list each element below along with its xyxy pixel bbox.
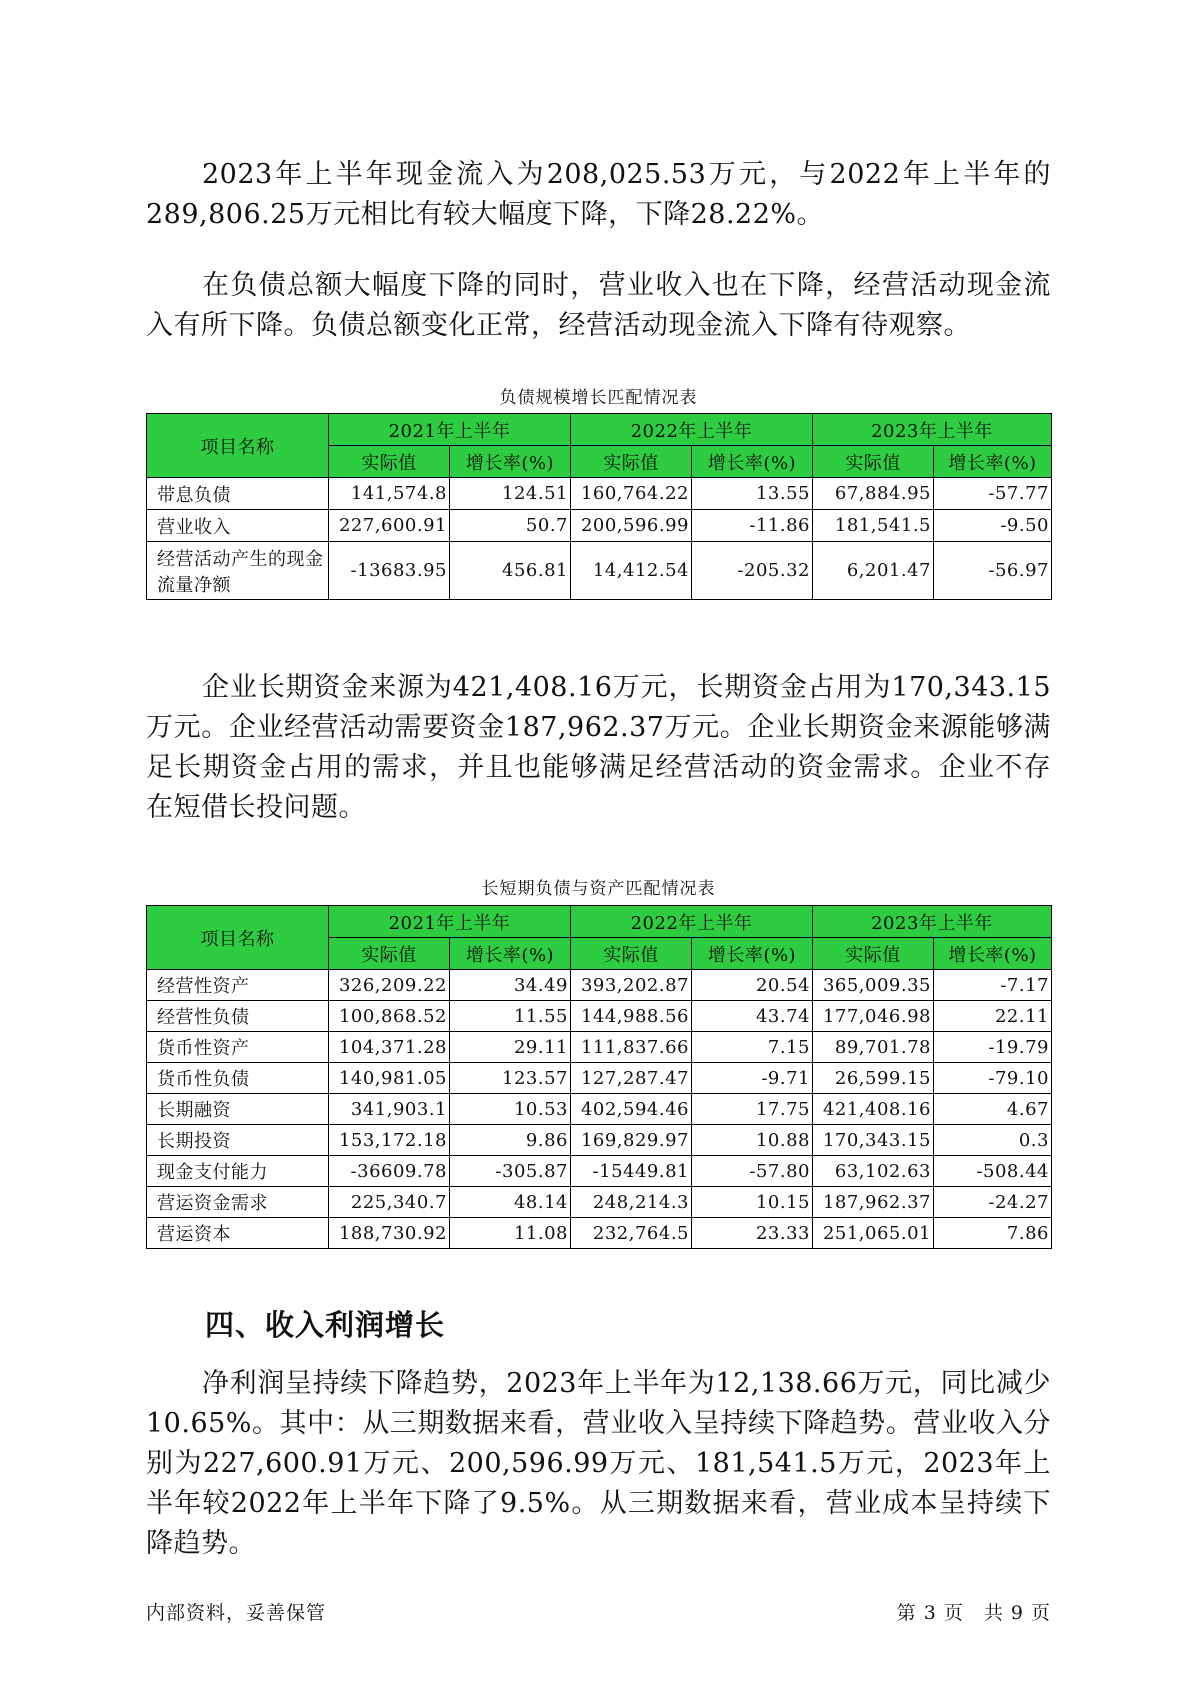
cell-actual-value: 153,172.18 <box>329 1125 450 1156</box>
header-growth: 增长率(%) <box>934 938 1052 970</box>
cell-growth-rate: -9.50 <box>934 510 1052 542</box>
paragraph-long-term-funds: 企业长期资金来源为421,408.16万元，长期资金占用为170,343.15万元。企业经营活动需要资金187,962.37万元。企业长期资金来源能够满足长期资金占用的需求，并且也能够满足经营活动的资金需求。企业不存在短借长投问题。 <box>146 672 1051 823</box>
row-label: 营业收入 <box>147 510 329 542</box>
cell-actual-value: 89,701.78 <box>813 1032 934 1063</box>
cell-actual-value: 144,988.56 <box>571 1001 692 1032</box>
cell-actual-value: 160,764.22 <box>571 478 692 510</box>
header-growth: 增长率(%) <box>934 446 1052 478</box>
cell-growth-rate: 43.74 <box>692 1001 813 1032</box>
cell-actual-value: 111,837.66 <box>571 1032 692 1063</box>
cell-actual-value: 100,868.52 <box>329 1001 450 1032</box>
row-label: 货币性负债 <box>147 1063 329 1094</box>
cell-actual-value: 127,287.47 <box>571 1063 692 1094</box>
cell-growth-rate: -56.97 <box>934 542 1052 600</box>
cell-actual-value: 104,371.28 <box>329 1032 450 1063</box>
cell-actual-value: 170,343.15 <box>813 1125 934 1156</box>
table-row <box>147 1001 1052 1032</box>
cell-growth-rate: -19.79 <box>934 1032 1052 1063</box>
cell-actual-value: 67,884.95 <box>813 478 934 510</box>
row-label: 长期融资 <box>147 1094 329 1125</box>
table-row <box>147 1125 1052 1156</box>
cell-growth-rate: 10.88 <box>692 1125 813 1156</box>
header-actual: 实际值 <box>329 938 450 970</box>
cell-growth-rate: -57.80 <box>692 1156 813 1187</box>
table-row <box>147 1094 1052 1125</box>
table-row <box>147 1218 1052 1249</box>
cell-growth-rate: 10.53 <box>450 1094 571 1125</box>
cell-actual-value: 248,214.3 <box>571 1187 692 1218</box>
cell-growth-rate: 23.33 <box>692 1218 813 1249</box>
cell-growth-rate: -57.77 <box>934 478 1052 510</box>
cell-growth-rate: 17.75 <box>692 1094 813 1125</box>
debt-scale-table <box>146 413 1052 600</box>
cell-actual-value: 402,594.46 <box>571 1094 692 1125</box>
cell-growth-rate: 50.7 <box>450 510 571 542</box>
cell-growth-rate: -11.86 <box>692 510 813 542</box>
cell-actual-value: 251,065.01 <box>813 1218 934 1249</box>
cell-actual-value: 26,599.15 <box>813 1063 934 1094</box>
paragraph-profit-trend: 净利润呈持续下降趋势，2023年上半年为12,138.66万元，同比减少10.65%。其中：从三期数据来看，营业收入呈持续下降趋势。营业收入分别为227,600.91万元、200,596.99万元、181,541.5万元，2023年上半年较2022年上半年下降了9.5%。从三期数据来看，营业成本呈持续下降趋势。 <box>146 1368 1051 1559</box>
header-period-2023: 2023年上半年 <box>813 414 1052 446</box>
table-row <box>147 1187 1052 1218</box>
cell-growth-rate: 7.86 <box>934 1218 1052 1249</box>
cell-growth-rate: 9.86 <box>450 1125 571 1156</box>
table-row <box>147 1156 1052 1187</box>
cell-actual-value: 393,202.87 <box>571 970 692 1001</box>
footer-page-number: 第 3 页 共 9 页 <box>896 1602 1051 1624</box>
cell-actual-value: -13683.95 <box>329 542 450 600</box>
cell-actual-value: -15449.81 <box>571 1156 692 1187</box>
cell-actual-value: 14,412.54 <box>571 542 692 600</box>
cell-growth-rate: -79.10 <box>934 1063 1052 1094</box>
header-period-2022: 2022年上半年 <box>571 414 813 446</box>
cell-actual-value: 227,600.91 <box>329 510 450 542</box>
cell-growth-rate: 123.57 <box>450 1063 571 1094</box>
row-label: 货币性资产 <box>147 1032 329 1063</box>
cell-actual-value: 225,340.7 <box>329 1187 450 1218</box>
cell-actual-value: 187,962.37 <box>813 1187 934 1218</box>
cell-growth-rate: 7.15 <box>692 1032 813 1063</box>
header-period-2021: 2021年上半年 <box>329 906 571 938</box>
row-label: 现金支付能力 <box>147 1156 329 1187</box>
header-actual: 实际值 <box>571 446 692 478</box>
cell-actual-value: 63,102.63 <box>813 1156 934 1187</box>
cell-actual-value: 169,829.97 <box>571 1125 692 1156</box>
cell-growth-rate: 34.49 <box>450 970 571 1001</box>
cell-growth-rate: 10.15 <box>692 1187 813 1218</box>
table-row <box>147 478 1052 510</box>
cell-growth-rate: 13.55 <box>692 478 813 510</box>
header-item-name: 项目名称 <box>147 414 329 478</box>
table-row <box>147 1063 1052 1094</box>
cell-actual-value: 421,408.16 <box>813 1094 934 1125</box>
row-label: 带息负债 <box>147 478 329 510</box>
header-growth: 增长率(%) <box>692 446 813 478</box>
cell-growth-rate: 22.11 <box>934 1001 1052 1032</box>
header-actual: 实际值 <box>571 938 692 970</box>
header-growth: 增长率(%) <box>450 938 571 970</box>
cell-growth-rate: 0.3 <box>934 1125 1052 1156</box>
table1-caption: 负债规模增长匹配情况表 <box>499 388 698 408</box>
row-label: 经营性资产 <box>147 970 329 1001</box>
cell-actual-value: 181,541.5 <box>813 510 934 542</box>
header-period-2022: 2022年上半年 <box>571 906 813 938</box>
table-row <box>147 970 1052 1001</box>
row-label: 经营活动产生的现金流量净额 <box>147 542 329 600</box>
row-label: 营运资本 <box>147 1218 329 1249</box>
cell-growth-rate: 48.14 <box>450 1187 571 1218</box>
header-period-2021: 2021年上半年 <box>329 414 571 446</box>
cell-actual-value: 365,009.35 <box>813 970 934 1001</box>
section-heading: 四、收入利润增长 <box>205 1308 446 1342</box>
cell-actual-value: 341,903.1 <box>329 1094 450 1125</box>
cell-actual-value: 326,209.22 <box>329 970 450 1001</box>
cell-growth-rate: -7.17 <box>934 970 1052 1001</box>
header-actual: 实际值 <box>329 446 450 478</box>
cell-actual-value: 6,201.47 <box>813 542 934 600</box>
cell-actual-value: 232,764.5 <box>571 1218 692 1249</box>
cell-growth-rate: -9.71 <box>692 1063 813 1094</box>
debt-asset-match-table <box>146 905 1052 1249</box>
cell-actual-value: 200,596.99 <box>571 510 692 542</box>
header-actual: 实际值 <box>813 446 934 478</box>
row-label: 营运资金需求 <box>147 1187 329 1218</box>
cell-growth-rate: 29.11 <box>450 1032 571 1063</box>
header-item-name: 项目名称 <box>147 906 329 970</box>
header-growth: 增长率(%) <box>692 938 813 970</box>
table-row <box>147 542 1052 600</box>
cell-growth-rate: -305.87 <box>450 1156 571 1187</box>
cell-actual-value: 188,730.92 <box>329 1218 450 1249</box>
row-label: 长期投资 <box>147 1125 329 1156</box>
cell-actual-value: 140,981.05 <box>329 1063 450 1094</box>
cell-growth-rate: -24.27 <box>934 1187 1052 1218</box>
header-period-2023: 2023年上半年 <box>813 906 1052 938</box>
paragraph-cash-inflow: 2023年上半年现金流入为208,025.53万元，与2022年上半年的289,806.25万元相比有较大幅度下降，下降28.22%。 <box>146 159 1051 230</box>
cell-growth-rate: -508.44 <box>934 1156 1052 1187</box>
cell-growth-rate: 11.08 <box>450 1218 571 1249</box>
cell-growth-rate: 456.81 <box>450 542 571 600</box>
row-label: 经营性负债 <box>147 1001 329 1032</box>
table-row <box>147 1032 1052 1063</box>
cell-growth-rate: 11.55 <box>450 1001 571 1032</box>
header-growth: 增长率(%) <box>450 446 571 478</box>
header-actual: 实际值 <box>813 938 934 970</box>
cell-actual-value: 141,574.8 <box>329 478 450 510</box>
table2-caption: 长短期负债与资产匹配情况表 <box>481 879 716 899</box>
paragraph-debt-analysis: 在负债总额大幅度下降的同时，营业收入也在下降，经营活动现金流入有所下降。负债总额变化正常，经营活动现金流入下降有待观察。 <box>146 270 1051 341</box>
cell-growth-rate: -205.32 <box>692 542 813 600</box>
cell-growth-rate: 124.51 <box>450 478 571 510</box>
cell-growth-rate: 20.54 <box>692 970 813 1001</box>
footer-confidential: 内部资料，妥善保管 <box>146 1602 327 1624</box>
table-row <box>147 510 1052 542</box>
cell-actual-value: -36609.78 <box>329 1156 450 1187</box>
cell-growth-rate: 4.67 <box>934 1094 1052 1125</box>
cell-actual-value: 177,046.98 <box>813 1001 934 1032</box>
